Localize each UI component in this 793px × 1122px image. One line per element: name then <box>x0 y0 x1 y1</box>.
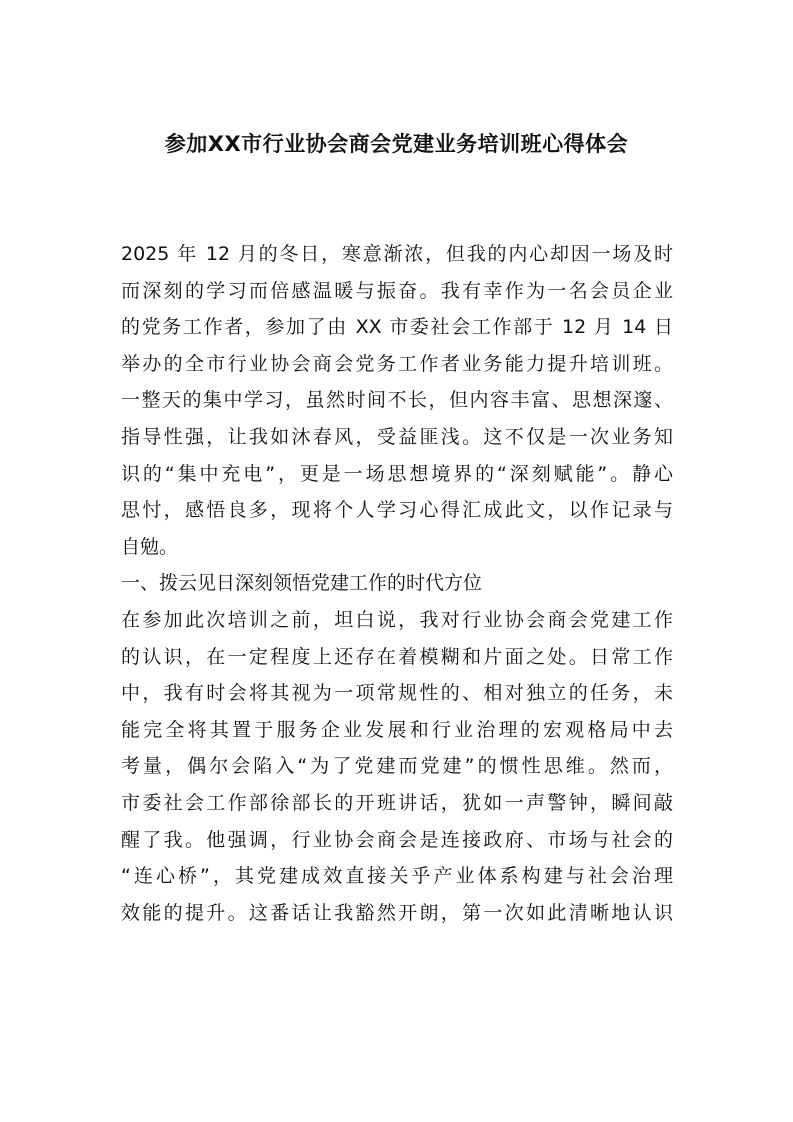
body-line: 指导性强，让我如沐春风，受益匪浅。这不仅是一次业务知 <box>121 425 673 448</box>
body-line: 能完全将其置于服务企业发展和行业治理的宏观格局中去 <box>121 718 673 741</box>
body-line: “连心桥”，其党建成效直接关乎产业体系构建与社会治理 <box>121 865 673 888</box>
body-line: 一整天的集中学习，虽然时间不长，但内容丰富、思想深邃、 <box>121 389 673 412</box>
body-line: 的认识，在一定程度上还存在着模糊和片面之处。日常工作 <box>121 645 673 668</box>
body-line: 2025 年 12 月的冬日，寒意渐浓，但我的内心却因一场及时 <box>121 243 673 265</box>
body-line: 效能的提升。这番话让我豁然开朗，第一次如此清晰地认识 <box>121 901 673 924</box>
body-line: 的党务工作者，参加了由 XX 市委社会工作部于 12 月 14 日 <box>121 316 673 339</box>
body-line: 醒了我。他强调，行业协会商会是连接政府、市场与社会的 <box>121 828 673 851</box>
body-line: 识的“集中充电”，更是一场思想境界的“深刻赋能”。静心 <box>121 462 673 485</box>
body-line: 在参加此次培训之前，坦白说，我对行业协会商会党建工作 <box>121 608 673 631</box>
body-line: 市委社会工作部徐部长的开班讲话，犹如一声警钟，瞬间敲 <box>121 791 673 814</box>
body-line: 考量，偶尔会陷入“为了党建而党建”的惯性思维。然而， <box>121 755 673 778</box>
body-line: 思忖，感悟良多，现将个人学习心得汇成此文，以作记录与 <box>121 499 673 522</box>
body-line: 而深刻的学习而倍感温暖与振奋。我有幸作为一名会员企业 <box>121 279 673 302</box>
body-line: 举办的全市行业协会商会党务工作者业务能力提升培训班。 <box>121 352 673 375</box>
document-body <box>121 236 673 931</box>
section-heading: 一、拨云见日深刻领悟党建工作的时代方位 <box>121 572 483 595</box>
body-line: 自勉。 <box>121 535 179 558</box>
body-line: 中，我有时会将其视为一项常规性的、相对独立的任务，未 <box>121 682 673 705</box>
document-title: 参加XX市行业协会商会党建业务培训班心得体会 <box>164 132 629 156</box>
